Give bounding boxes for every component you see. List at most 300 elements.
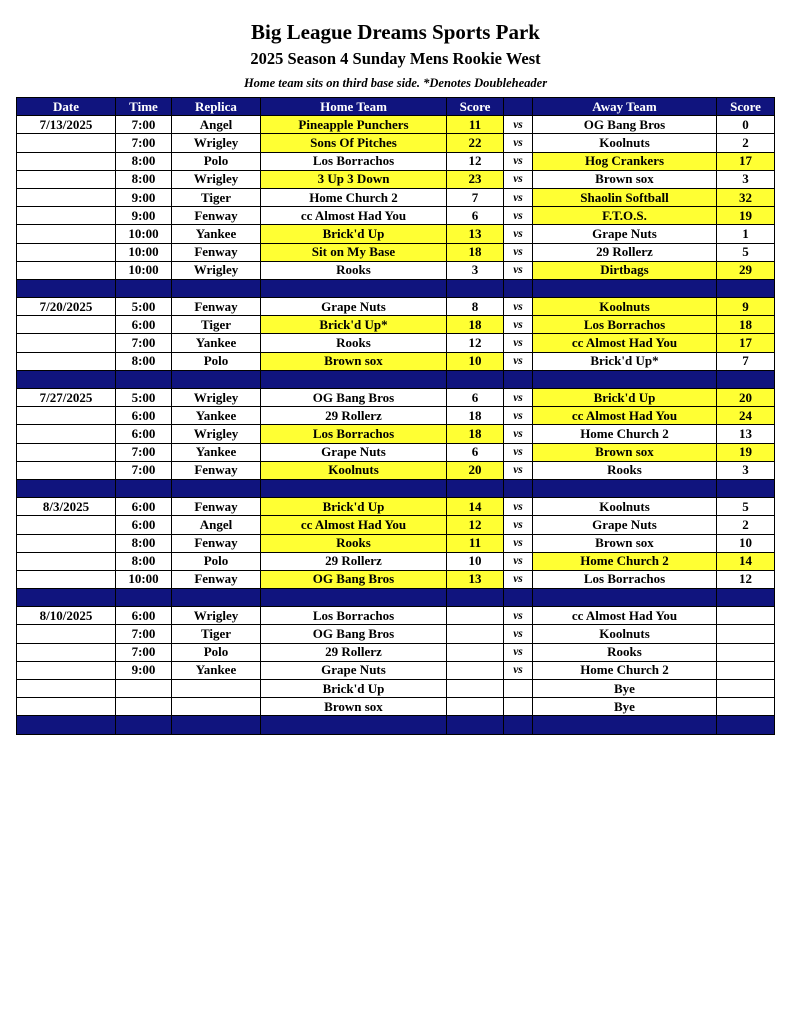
separator-cell (533, 479, 717, 497)
game-date (17, 534, 116, 552)
game-replica (172, 680, 261, 698)
game-row (17, 425, 775, 443)
game-replica: Fenway (172, 207, 261, 225)
game-replica: Polo (172, 152, 261, 170)
away-team: Koolnuts (533, 134, 717, 152)
away-team: Brown sox (533, 534, 717, 552)
home-team: OG Bang Bros (261, 625, 447, 643)
vs-label: vs (504, 225, 533, 243)
game-row (17, 225, 775, 243)
schedule-subtitle: 2025 Season 4 Sunday Mens Rookie West (250, 49, 541, 68)
game-row (17, 661, 775, 679)
away-team: F.T.O.S. (533, 207, 717, 225)
game-replica: Yankee (172, 407, 261, 425)
home-score: 7 (447, 188, 504, 206)
game-time: 8:00 (116, 170, 172, 188)
away-score: 32 (717, 188, 775, 206)
game-time: 10:00 (116, 570, 172, 588)
home-score: 18 (447, 316, 504, 334)
separator-cell (172, 279, 261, 297)
separator-cell (261, 279, 447, 297)
away-score (717, 661, 775, 679)
col-header-date: Date (17, 98, 116, 116)
game-time (116, 698, 172, 716)
away-team: Rooks (533, 643, 717, 661)
home-score: 10 (447, 352, 504, 370)
col-header-replica: Replica (172, 98, 261, 116)
game-date (17, 443, 116, 461)
away-score: 0 (717, 116, 775, 134)
away-score: 17 (717, 334, 775, 352)
vs-label: vs (504, 534, 533, 552)
away-team: Brown sox (533, 170, 717, 188)
game-time: 7:00 (116, 443, 172, 461)
separator-cell (17, 589, 116, 607)
separator-cell (17, 479, 116, 497)
home-score (447, 698, 504, 716)
game-date (17, 316, 116, 334)
vs-label: vs (504, 607, 533, 625)
vs-label: vs (504, 134, 533, 152)
game-replica: Wrigley (172, 607, 261, 625)
game-replica: Wrigley (172, 261, 261, 279)
home-team: Brick'd Up (261, 498, 447, 516)
separator-cell (533, 370, 717, 388)
home-score: 12 (447, 516, 504, 534)
home-score: 14 (447, 498, 504, 516)
game-replica: Angel (172, 116, 261, 134)
game-date: 7/27/2025 (17, 389, 116, 407)
home-team: Brick'd Up* (261, 316, 447, 334)
game-row (17, 207, 775, 225)
away-score (717, 643, 775, 661)
home-team: cc Almost Had You (261, 207, 447, 225)
home-team: Grape Nuts (261, 443, 447, 461)
game-time: 6:00 (116, 407, 172, 425)
col-header-home-team: Home Team (261, 98, 447, 116)
game-time: 7:00 (116, 134, 172, 152)
game-replica: Wrigley (172, 134, 261, 152)
game-row (17, 698, 775, 716)
game-time: 5:00 (116, 389, 172, 407)
separator-cell (17, 370, 116, 388)
vs-label: vs (504, 570, 533, 588)
separator-cell (447, 716, 504, 734)
away-team: cc Almost Had You (533, 334, 717, 352)
away-team: Bye (533, 698, 717, 716)
away-score: 10 (717, 534, 775, 552)
away-score: 20 (717, 389, 775, 407)
vs-label: vs (504, 298, 533, 316)
game-replica: Angel (172, 516, 261, 534)
game-time: 8:00 (116, 352, 172, 370)
away-score: 5 (717, 243, 775, 261)
home-team: cc Almost Had You (261, 516, 447, 534)
vs-label: vs (504, 443, 533, 461)
vs-label: vs (504, 498, 533, 516)
week-separator (17, 279, 775, 297)
home-team: 29 Rollerz (261, 407, 447, 425)
week-separator (17, 589, 775, 607)
week-separator (17, 479, 775, 497)
separator-cell (504, 279, 533, 297)
vs-label: vs (504, 116, 533, 134)
home-score: 11 (447, 116, 504, 134)
game-replica: Wrigley (172, 389, 261, 407)
separator-cell (172, 479, 261, 497)
col-header-home-score: Score (447, 98, 504, 116)
vs-label: vs (504, 661, 533, 679)
home-score: 13 (447, 570, 504, 588)
schedule-note: Home team sits on third base side. *Denotes Doubleheader (243, 76, 548, 90)
col-header-away-team: Away Team (533, 98, 717, 116)
home-team: Home Church 2 (261, 188, 447, 206)
away-team: Los Borrachos (533, 316, 717, 334)
game-replica: Tiger (172, 625, 261, 643)
home-team: Brown sox (261, 698, 447, 716)
game-replica: Wrigley (172, 425, 261, 443)
game-row (17, 461, 775, 479)
vs-label: vs (504, 643, 533, 661)
game-date: 8/10/2025 (17, 607, 116, 625)
separator-cell (116, 279, 172, 297)
away-team: Home Church 2 (533, 552, 717, 570)
game-row (17, 152, 775, 170)
home-score: 13 (447, 225, 504, 243)
vs-label: vs (504, 170, 533, 188)
home-score (447, 643, 504, 661)
home-team: Grape Nuts (261, 661, 447, 679)
col-header-vs (504, 98, 533, 116)
game-date (17, 334, 116, 352)
game-time: 5:00 (116, 298, 172, 316)
home-score: 6 (447, 443, 504, 461)
game-row (17, 607, 775, 625)
away-team: Koolnuts (533, 298, 717, 316)
schedule-table (16, 97, 775, 735)
game-row (17, 316, 775, 334)
vs-label: vs (504, 425, 533, 443)
separator-cell (172, 716, 261, 734)
game-date (17, 461, 116, 479)
game-replica: Tiger (172, 316, 261, 334)
vs-label: vs (504, 625, 533, 643)
vs-label: vs (504, 152, 533, 170)
game-replica: Fenway (172, 534, 261, 552)
game-row (17, 570, 775, 588)
separator-cell (504, 589, 533, 607)
separator-cell (116, 589, 172, 607)
vs-label: vs (504, 243, 533, 261)
game-date (17, 680, 116, 698)
away-team: Koolnuts (533, 625, 717, 643)
separator-cell (504, 370, 533, 388)
game-time: 8:00 (116, 152, 172, 170)
separator-cell (447, 370, 504, 388)
separator-cell (533, 589, 717, 607)
game-replica: Fenway (172, 570, 261, 588)
away-score: 3 (717, 170, 775, 188)
home-score: 23 (447, 170, 504, 188)
game-replica: Polo (172, 643, 261, 661)
separator-cell (17, 279, 116, 297)
home-score: 10 (447, 552, 504, 570)
away-score: 14 (717, 552, 775, 570)
game-date (17, 352, 116, 370)
game-replica: Polo (172, 352, 261, 370)
home-team: Brown sox (261, 352, 447, 370)
away-score (717, 607, 775, 625)
game-row (17, 389, 775, 407)
game-time: 8:00 (116, 552, 172, 570)
game-row (17, 625, 775, 643)
away-team: Hog Crankers (533, 152, 717, 170)
game-time: 7:00 (116, 461, 172, 479)
game-time: 10:00 (116, 261, 172, 279)
game-date (17, 152, 116, 170)
home-score (447, 625, 504, 643)
separator-cell (116, 370, 172, 388)
game-replica: Yankee (172, 661, 261, 679)
vs-label: vs (504, 316, 533, 334)
home-score (447, 680, 504, 698)
game-date (17, 188, 116, 206)
home-team: Rooks (261, 534, 447, 552)
game-replica: Fenway (172, 298, 261, 316)
vs-label (504, 698, 533, 716)
game-time: 7:00 (116, 643, 172, 661)
game-replica: Tiger (172, 188, 261, 206)
game-time: 6:00 (116, 516, 172, 534)
separator-cell (717, 479, 775, 497)
game-date (17, 225, 116, 243)
separator-cell (17, 716, 116, 734)
week-separator (17, 370, 775, 388)
away-team: Brick'd Up (533, 389, 717, 407)
game-replica: Polo (172, 552, 261, 570)
home-team: OG Bang Bros (261, 389, 447, 407)
vs-label: vs (504, 334, 533, 352)
game-replica: Yankee (172, 334, 261, 352)
away-team: Los Borrachos (533, 570, 717, 588)
game-time: 6:00 (116, 425, 172, 443)
home-score: 22 (447, 134, 504, 152)
game-row (17, 243, 775, 261)
home-team: Sons Of Pitches (261, 134, 447, 152)
separator-cell (261, 589, 447, 607)
home-team: Los Borrachos (261, 152, 447, 170)
home-score: 18 (447, 407, 504, 425)
game-date (17, 261, 116, 279)
separator-cell (261, 716, 447, 734)
away-team: Home Church 2 (533, 425, 717, 443)
game-time: 10:00 (116, 243, 172, 261)
home-team: Rooks (261, 261, 447, 279)
game-replica: Fenway (172, 498, 261, 516)
game-time: 10:00 (116, 225, 172, 243)
game-row (17, 680, 775, 698)
away-score: 2 (717, 516, 775, 534)
home-team: Pineapple Punchers (261, 116, 447, 134)
home-team: Grape Nuts (261, 298, 447, 316)
home-team: 3 Up 3 Down (261, 170, 447, 188)
vs-label: vs (504, 407, 533, 425)
schedule-body (17, 116, 775, 734)
separator-cell (504, 479, 533, 497)
home-team: 29 Rollerz (261, 643, 447, 661)
home-team: Koolnuts (261, 461, 447, 479)
separator-cell (533, 716, 717, 734)
game-time: 8:00 (116, 534, 172, 552)
game-replica (172, 698, 261, 716)
separator-cell (533, 279, 717, 297)
home-score (447, 607, 504, 625)
away-team: Dirtbags (533, 261, 717, 279)
game-replica: Yankee (172, 225, 261, 243)
away-score (717, 625, 775, 643)
game-date (17, 698, 116, 716)
week-separator (17, 716, 775, 734)
vs-label: vs (504, 516, 533, 534)
home-score: 18 (447, 425, 504, 443)
home-team: Los Borrachos (261, 425, 447, 443)
game-date (17, 643, 116, 661)
separator-cell (116, 716, 172, 734)
game-row (17, 261, 775, 279)
away-team: Grape Nuts (533, 516, 717, 534)
separator-cell (261, 370, 447, 388)
col-header-time: Time (116, 98, 172, 116)
home-score: 3 (447, 261, 504, 279)
away-team: Bye (533, 680, 717, 698)
separator-cell (447, 589, 504, 607)
separator-cell (447, 479, 504, 497)
game-row (17, 443, 775, 461)
away-team: Brick'd Up* (533, 352, 717, 370)
home-score: 8 (447, 298, 504, 316)
home-team: Brick'd Up (261, 225, 447, 243)
game-replica: Fenway (172, 461, 261, 479)
game-replica: Fenway (172, 243, 261, 261)
separator-cell (717, 279, 775, 297)
game-row (17, 334, 775, 352)
home-team: Los Borrachos (261, 607, 447, 625)
game-row (17, 498, 775, 516)
game-row (17, 298, 775, 316)
away-score: 3 (717, 461, 775, 479)
vs-label: vs (504, 552, 533, 570)
game-row (17, 188, 775, 206)
away-team: 29 Rollerz (533, 243, 717, 261)
away-team: OG Bang Bros (533, 116, 717, 134)
away-score: 18 (717, 316, 775, 334)
separator-cell (172, 589, 261, 607)
away-score: 1 (717, 225, 775, 243)
game-replica: Wrigley (172, 170, 261, 188)
home-team: Rooks (261, 334, 447, 352)
vs-label: vs (504, 389, 533, 407)
away-score: 12 (717, 570, 775, 588)
game-row (17, 407, 775, 425)
home-score: 12 (447, 334, 504, 352)
game-date (17, 170, 116, 188)
separator-cell (717, 370, 775, 388)
game-time: 6:00 (116, 498, 172, 516)
game-date: 8/3/2025 (17, 498, 116, 516)
vs-label: vs (504, 261, 533, 279)
game-row (17, 116, 775, 134)
away-score: 13 (717, 425, 775, 443)
home-score: 20 (447, 461, 504, 479)
separator-cell (717, 716, 775, 734)
game-date (17, 516, 116, 534)
away-score: 24 (717, 407, 775, 425)
table-header-row (17, 98, 775, 116)
game-time (116, 680, 172, 698)
game-date (17, 625, 116, 643)
away-score: 7 (717, 352, 775, 370)
separator-cell (504, 716, 533, 734)
game-time: 7:00 (116, 116, 172, 134)
game-time: 9:00 (116, 207, 172, 225)
home-score: 6 (447, 389, 504, 407)
away-score (717, 698, 775, 716)
away-team: Home Church 2 (533, 661, 717, 679)
game-row (17, 534, 775, 552)
away-team: cc Almost Had You (533, 607, 717, 625)
away-score: 17 (717, 152, 775, 170)
game-date (17, 425, 116, 443)
separator-cell (116, 479, 172, 497)
home-score: 12 (447, 152, 504, 170)
home-team: Brick'd Up (261, 680, 447, 698)
away-team: Brown sox (533, 443, 717, 461)
separator-cell (717, 589, 775, 607)
vs-label: vs (504, 352, 533, 370)
game-date (17, 570, 116, 588)
game-date (17, 243, 116, 261)
away-score (717, 680, 775, 698)
game-time: 6:00 (116, 316, 172, 334)
game-date (17, 407, 116, 425)
away-score: 2 (717, 134, 775, 152)
game-time: 7:00 (116, 334, 172, 352)
game-row (17, 516, 775, 534)
vs-label: vs (504, 207, 533, 225)
away-score: 29 (717, 261, 775, 279)
separator-cell (172, 370, 261, 388)
game-row (17, 170, 775, 188)
home-team: 29 Rollerz (261, 552, 447, 570)
home-score (447, 661, 504, 679)
vs-label: vs (504, 461, 533, 479)
away-score: 5 (717, 498, 775, 516)
home-score: 18 (447, 243, 504, 261)
game-date (17, 134, 116, 152)
game-date: 7/20/2025 (17, 298, 116, 316)
away-team: Grape Nuts (533, 225, 717, 243)
game-time: 7:00 (116, 625, 172, 643)
col-header-away-score: Score (717, 98, 775, 116)
away-team: Koolnuts (533, 498, 717, 516)
home-score: 6 (447, 207, 504, 225)
page-title: Big League Dreams Sports Park (251, 20, 540, 44)
away-score: 19 (717, 207, 775, 225)
game-date (17, 552, 116, 570)
vs-label: vs (504, 188, 533, 206)
away-score: 9 (717, 298, 775, 316)
game-time: 9:00 (116, 188, 172, 206)
